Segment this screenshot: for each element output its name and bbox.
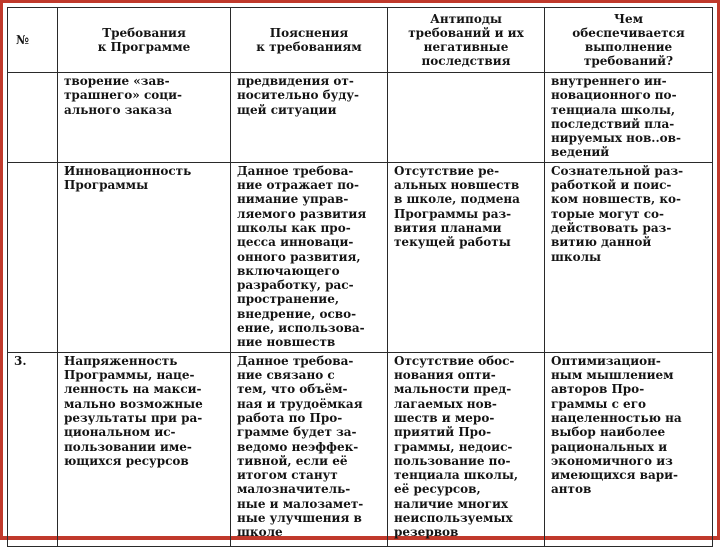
antipode-cell: Отсутствие обос- нования опти- мальности пред- лагаемых нов- шеств и меро- приятий Про- граммы, недоис- пользование по- тенциала школы, её ресурсов, наличие многих неиспользуемых резервов [388,352,545,546]
header-antipodes: Антиподы требований и их негативные последствия [388,8,545,73]
requirement-cell: Напряженность Программы, наце- ленность на макси- мально возможные результаты при ра- циональном ис- пользовании име- ющихся ресурсов [58,352,231,546]
table-header-row [8,8,713,73]
table-row [8,162,713,352]
row-number: 3. [8,352,58,546]
requirements-table [7,7,713,547]
row-number [8,73,58,163]
provision-cell: Сознательной раз- работкой и поис- ком новшеств, ко- торые могут со- действовать раз- витию данной школы [545,162,713,352]
requirement-cell: Инновационность Программы [58,162,231,352]
requirement-cell: творение «зав- трашнего» соци- ального заказа [58,73,231,163]
header-requirements: Требования к Программе [58,8,231,73]
header-provision: Чем обеспечивается выполнение требований? [545,8,713,73]
table-row [8,73,713,163]
header-explanations: Пояснения к требованиям [231,8,388,73]
header-number: № [8,8,58,73]
provision-cell: внутреннего ин- новационного по- тенциала школы, последствий пла- нируемых нов..ов- ведений [545,73,713,163]
explanation-cell: Данное требова- ние отражает по- нимание управ- ляемого развития школы как про- цесса инноваци- онного развития, включающего разработку, рас- пространение, внедрение, осво- ение, использова- ние новшеств [231,162,388,352]
row-number [8,162,58,352]
antipode-cell [388,73,545,163]
explanation-cell: предвидения от- носительно буду- щей ситуации [231,73,388,163]
explanation-cell: Данное требова- ние связано с тем, что объём- ная и трудоёмкая работа по Про- грамме будет за- ведомо неэффек- тивной, если её итогом станут малозначитель- ные и малозамет- ные улучшения в школе [231,352,388,546]
provision-cell: Оптимизацион- ным мышлением авторов Про- граммы с его нацеленностью на выбор наиболее рациональных и экономичного из имеющихся вари- антов [545,352,713,546]
table-row [8,352,713,546]
antipode-cell: Отсутствие ре- альных новшеств в школе, подмена Программы раз- вития планами текущей работы [388,162,545,352]
